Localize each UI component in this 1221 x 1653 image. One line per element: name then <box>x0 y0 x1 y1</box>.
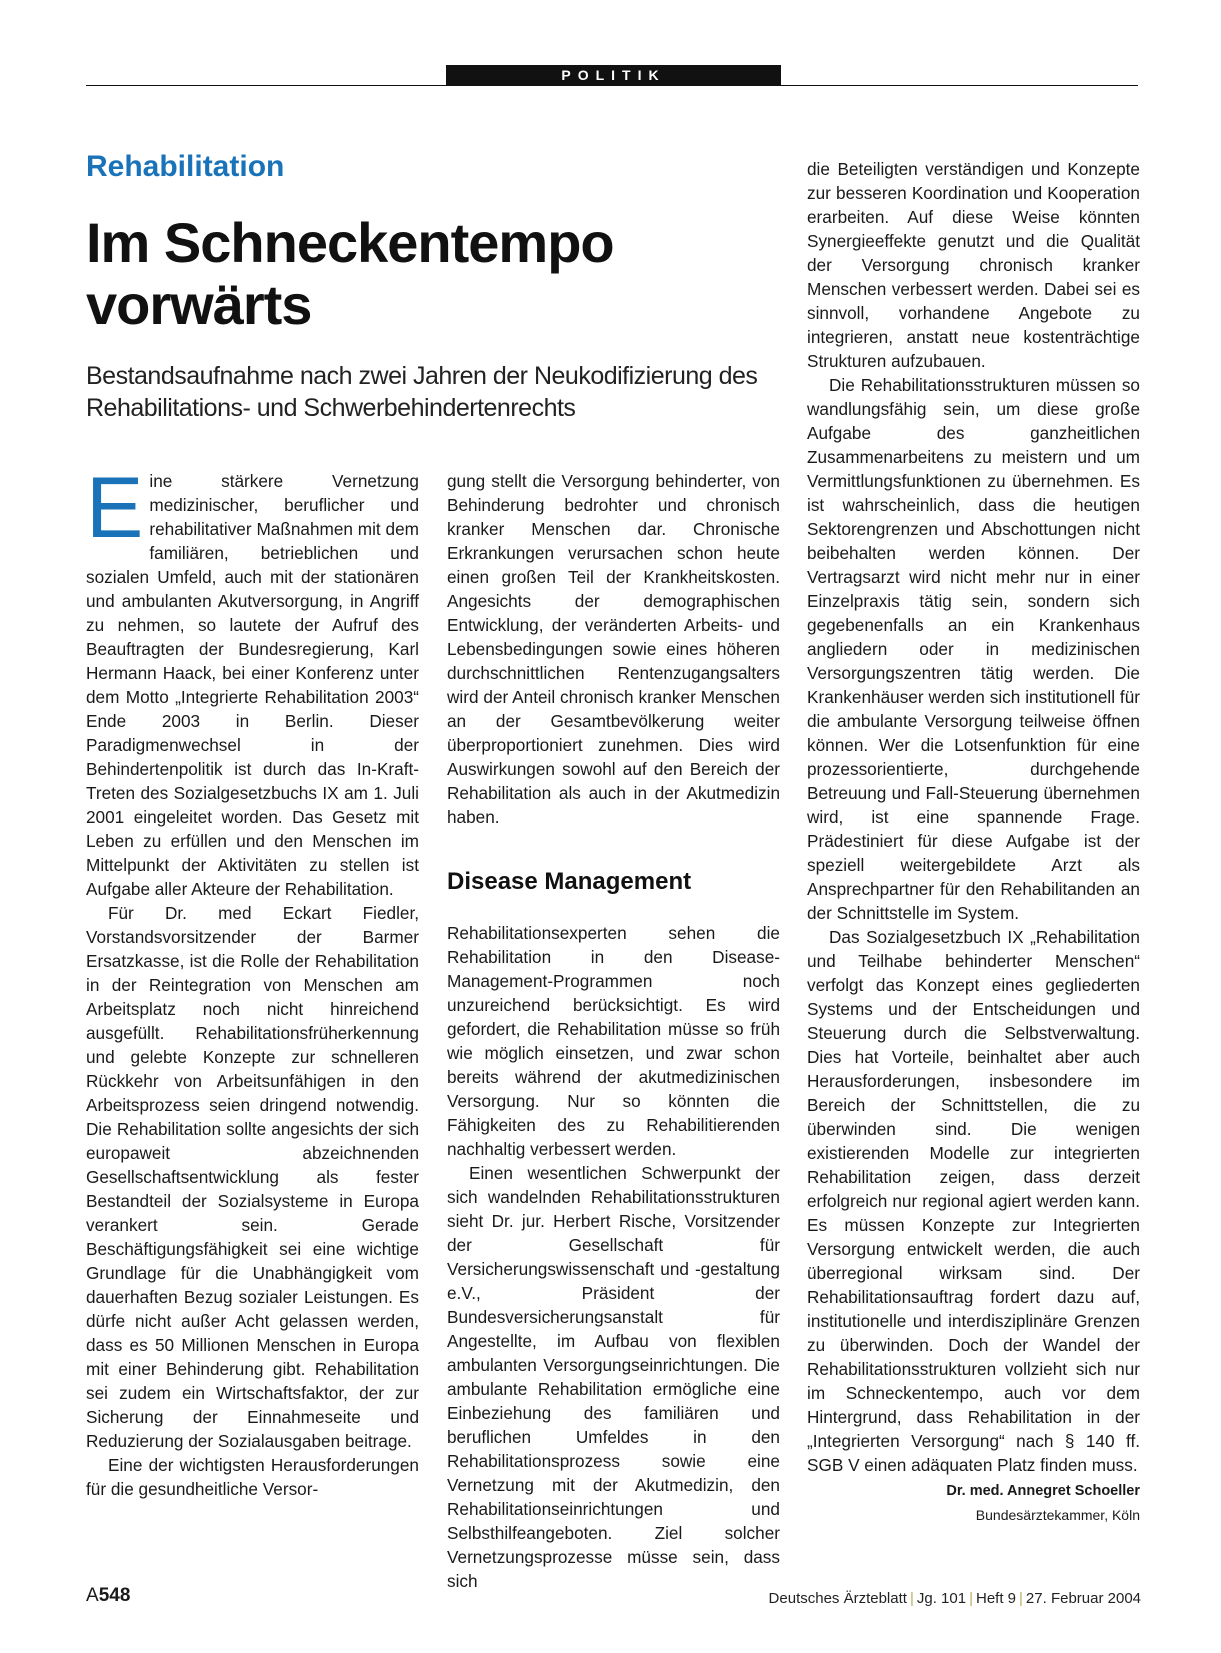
page-number <box>86 1585 130 1607</box>
column-1 <box>86 460 419 1501</box>
paragraph: die Beteiligten verständigen und Konzepte zur besseren Koordination und Kooperation erarbeiten. Auf diese Weise könnten Synergieeffekte genutzt und die Qualität der Versorgung chronisch kranker Menschen verbessert werden. Dabei sei es sinnvoll, vorhandene Angebote zu integrieren, anstatt neue kostenträchtige Strukturen aufzubauen. <box>807 159 1140 371</box>
article-subtitle: Bestandsaufnahme nach zwei Jahren der Neukodifizierung des Rehabilitations- und Schwerbehindertenrechts <box>86 362 758 422</box>
column-2 <box>447 469 780 1593</box>
journal-issue: Heft 9 <box>975 1590 1017 1607</box>
section-tag: POLITIK <box>446 65 781 86</box>
paragraph: Einen wesentlichen Schwerpunkt der sich wandelnden Rehabilitationsstrukturen sieht Dr. jur. Herbert Rische, Vorsitzender der Gesellschaft für Versicherungswissenschaft und -gestaltung e.V., Präsident der Bundesversicherungsanstalt für Angestellte, im Aufbau von flexiblen ambulanten Versorgungseinrichtungen. Die ambulante Rehabilitation ermögliche eine Einbeziehung des familiären und beruflichen Umfeldes in den Rehabilitationsprozess sowie eine Vernetzung mit der Akutmedizin, den Rehabilitationseinrichtungen und Selbsthilfeangeboten. Ziel solcher Vernetzungsprozesse müsse sein, dass sich <box>447 1163 780 1591</box>
journal-info <box>769 1590 1141 1607</box>
column-3 <box>807 157 1140 1527</box>
author-affiliation: Bundesärztekammer, Köln <box>975 1507 1140 1523</box>
divider: | <box>969 1590 973 1607</box>
article-kicker: Rehabilitation <box>86 150 285 183</box>
paragraph <box>807 925 1140 1499</box>
paragraph-text: Das Sozialgesetzbuch IX „Rehabilitation und Teilhabe behinderter Menschen“ verfolgt das Konzept eines gegliederten Systems und der Entscheidungen und Steuerung durch die Selbstverwaltung. Dies hat Vorteile, beinhaltet aber auch Herausforderungen, insbesondere im Bereich der Schnittstellen, die zu überwinden sind. Die wenigen existierenden Modelle zur integrierten Rehabilitation zeigen, dass derzeit erfolgreich nur regional agiert werden kann. Es müssen Konzepte zur Integrierten Versorgung entwickelt werden, die auch überregional wirksam sind. Der Rehabilitationsauftrag fordert dazu auf, institutionelle und interdisziplinäre Grenzen zu überwinden. Doch der Wandel der Rehabilitationsstrukturen vollzieht sich nur im Schneckentempo, auch vor dem Hintergrund, dass Rehabilitation in der „Integrierten Versorgung“ nach § 140 ff. SGB V einen adäquaten Platz finden muss. <box>807 927 1140 1475</box>
paragraph <box>86 460 419 901</box>
section-heading: Disease Management <box>447 868 692 895</box>
page-number-value: 548 <box>98 1585 131 1606</box>
paragraph: Für Dr. med Eckart Fiedler, Vorstandsvorsitzender der Barmer Ersatzkasse, ist die Rolle der Rehabilitation in der Reintegration von Menschen am Arbeitsplatz noch nicht hinreichend ausgefüllt. Rehabilitationsfrüherkennung und gelebte Konzepte zur schnelleren Rückkehr von Arbeitsunfähigen in den Arbeitsprozess seien dringend notwendig. Die Rehabilitation sollte angesichts der sich europaweit abzeichnenden Gesellschaftsentwicklung als fester Bestandteil der Sozialsysteme in Europa verankert sein. Gerade Beschäftigungsfähigkeit sei eine wichtige Grundlage für die Unabhängigkeit vom dauerhaften Bezug sozialer Leistungen. Es dürfe nicht außer Acht gelassen werden, dass es 50 Millionen Menschen in Europa mit einer Behinderung gibt. Rehabilitation sei zudem ein Wirtschaftsfaktor, der zur Sicherung der Einnahmeseite und Reduzierung der Sozialausgaben beitrage. <box>86 903 419 1451</box>
paragraph-text: ine stärkere Vernetzung medizinischer, beruflicher und rehabilitativer Maßnahmen mit dem familiären, betrieblichen und sozialen Umfeld, auch mit der stationären und ambulanten Akutversorgung, in Angriff zu nehmen, so lautete der Aufruf des Beauftragten der Bundesregierung, Karl Hermann Haack, bei einer Konferenz unter dem Motto „Integrierte Rehabilitation 2003“ Ende 2003 in Berlin. Dieser Paradigmenwechsel in der Behindertenpolitik ist durch das In-Kraft-Treten des Sozialgesetzbuchs IX am 1. Juli 2001 eingeleitet worden. Das Gesetz mit Leben zu erfüllen und den Menschen im Mittelpunkt der Aktivitäten zu stellen ist Aufgabe aller Akteure der Rehabilitation. <box>86 471 419 899</box>
divider: | <box>1019 1590 1023 1607</box>
paragraph: Die Rehabilitationsstrukturen müssen so wandlungsfähig sein, um diese große Aufgabe des ganzheitlichen Zusammenarbeitens zu meistern und um Vermittlungsfunktionen zu übernehmen. Es ist wahrscheinlich, dass die heutigen Sektorengrenzen und Abschottungen nicht beibehalten werden können. Der Vertragsarzt wird nicht mehr nur in einer Einzelpraxis tätig sein, sondern sich gegebenenfalls an ein Krankenhaus angliedern oder in medizinischen Versorgungszentren tätig werden. Die Krankenhäuser werden sich institutionell für die ambulante Versorgung teilweise öffnen können. Wer die Lotsenfunktion für eine prozessorientierte, durchgehende Betreuung und Fall-Steuerung übernehmen wird, ist eine spannende Frage. Prädestiniert für diese Aufgabe ist der speziell weitergebildete Arzt als Ansprechpartner für den Rehabilitanden an der Schnittstelle im System. <box>807 375 1140 923</box>
paragraph: Rehabilitationsexperten sehen die Rehabilitation in den Disease-Management-Programmen noch unzureichend berücksichtigt. Es wird gefordert, die Rehabilitation müsse so früh wie möglich einsetzen, und zwar schon bereits während der akutmedizinischen Versorgung. Nur so könnten die Fähigkeiten des zu Rehabilitierenden nachhaltig verbessert werden. <box>447 923 780 1159</box>
divider: | <box>909 1590 914 1607</box>
page-prefix: A <box>86 1585 99 1606</box>
paragraph: Eine der wichtigsten Herausforderungen für die gesundheitliche Versor- <box>86 1455 419 1499</box>
journal-name: Deutsches Ärzteblatt <box>768 1590 907 1607</box>
article-title: Im Schneckentempo vorwärts <box>86 211 614 336</box>
paragraph: gung stellt die Versorgung behinderter, von Behinderung bedrohter und chronisch kranker Menschen dar. Chronische Erkrankungen verursachen schon heute einen großen Teil der Krankheitskosten. Angesichts der demographischen Entwicklung, der veränderten Arbeits- und Lebensbedingungen sowie eines höheren durchschnittlichen Rentenzugangsalters wird der Anteil chronisch kranker Menschen an der Gesamtbevölkerung weiter überproportioniert zunehmen. Dies wird Auswirkungen sowohl auf den Bereich der Rehabilitation als auch in der Akutmedizin haben. <box>447 471 780 827</box>
drop-cap: E <box>86 460 144 556</box>
journal-volume: Jg. 101 <box>916 1590 967 1607</box>
author-name: Dr. med. Annegret Schoeller <box>946 1483 1140 1499</box>
journal-date: 27. Februar 2004 <box>1025 1590 1141 1607</box>
